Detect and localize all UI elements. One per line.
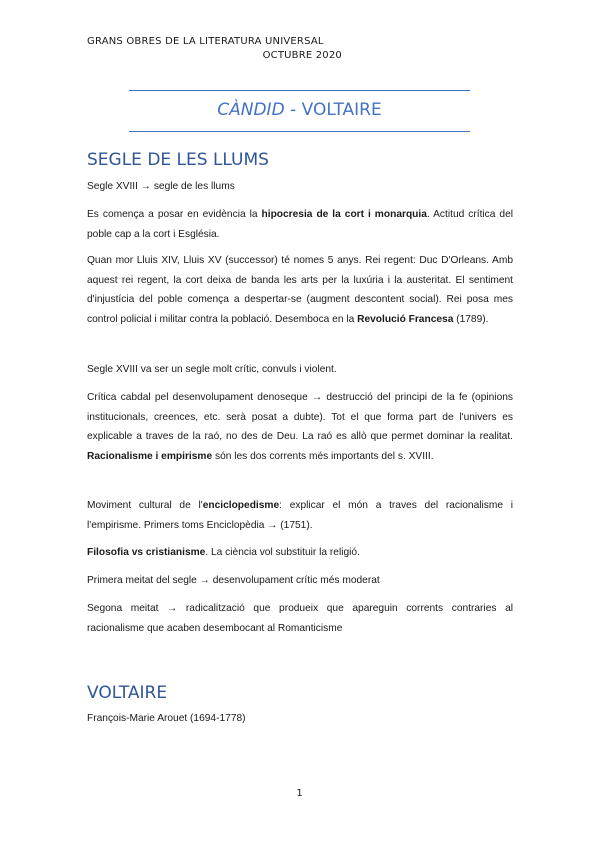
paragraph-2-text-a: Es comença a posar en evidència la — [87, 209, 262, 220]
paragraph-7-text-b: . La ciència vol substituir la religió. — [205, 547, 360, 558]
header-date: OCTUBRE 2020 — [262, 50, 342, 61]
section-heading-voltaire: VOLTAIRE — [87, 683, 168, 703]
paragraph-2 — [87, 205, 513, 244]
paragraph-8: Primera meitat del segle → desenvolupament crític més moderat — [87, 575, 380, 586]
paragraph-6-text-a: Moviment cultural de l' — [87, 500, 203, 511]
paragraph-3-text-a: Quan mor Lluis XIV, Lluis XV (successor) té nomes 5 anys. Rei regent: Duc D'Orleans. Amb aquest rei regent, la cort deixa de banda les arts per la luxúria i la austeritat. El sentiment d'injustícia del poble comença a despertar-se (augment descontent social). Rei posa mes control policial i militar contra la població. Desemboca en la — [87, 255, 513, 325]
paragraph-5-text-a: Crítica cabdal pel desenvolupament denoseque → destrucció del principi de la fe (opinions institucionals, creences, etc. serà posat a dubte). Tot el que forma part de l'univers es explicable a traves de la raó, no des de Deu. La raó es allò que permet dominar la realitat. — [87, 392, 513, 443]
paragraph-5-text-c: són les dos corrents més importants del s. XVIII. — [212, 450, 434, 462]
paragraph-3-text-c: (1789). — [453, 313, 489, 325]
paragraph-7 — [87, 543, 513, 563]
paragraph-6 — [87, 496, 513, 535]
paragraph-3-bold: Revolució Francesa — [357, 313, 454, 325]
paragraph-7-bold: Filosofia vs cristianisme — [87, 547, 206, 558]
title-rule-top — [129, 90, 470, 91]
page-number: 1 — [296, 788, 303, 799]
paragraph-voltaire-1: François-Marie Arouet (1694-1778) — [87, 713, 246, 724]
paragraph-2-text-c: . Actitud crítica del poble cap a la cort i Església. — [87, 209, 513, 240]
title-separator: - — [284, 100, 302, 120]
section-heading-segle: SEGLE DE LES LLUMS — [87, 150, 269, 170]
paragraph-1: Segle XVIII → segle de les llums — [87, 181, 235, 192]
paragraph-4: Segle XVIII va ser un segle molt crític, convuls i violent. — [87, 364, 337, 375]
title-rule-bottom — [129, 131, 470, 132]
paragraph-5-bold: Racionalisme i empirisme — [87, 450, 213, 462]
paragraph-5 — [87, 388, 513, 466]
title-work: CÀNDID — [217, 100, 285, 120]
paragraph-6-bold: enciclopedisme — [202, 500, 280, 511]
paragraph-2-bold: hipocresia de la cort i monarquia — [261, 209, 427, 220]
paragraph-6-text-c: : explicar el món a traves del racionalisme i l'empirisme. Primers toms Enciclopèdia → (1751). — [87, 500, 514, 531]
title-author: VOLTAIRE — [301, 100, 382, 120]
paragraph-3 — [87, 251, 513, 329]
header-course-title: GRANS OBRES DE LA LITERATURA UNIVERSAL — [87, 36, 324, 47]
paragraph-9: Segona meitat → radicalització que produeix que apareguin corrents contraries al racionalisme que acaben desembocant al Romanticisme — [87, 603, 513, 634]
document-title — [87, 100, 512, 120]
